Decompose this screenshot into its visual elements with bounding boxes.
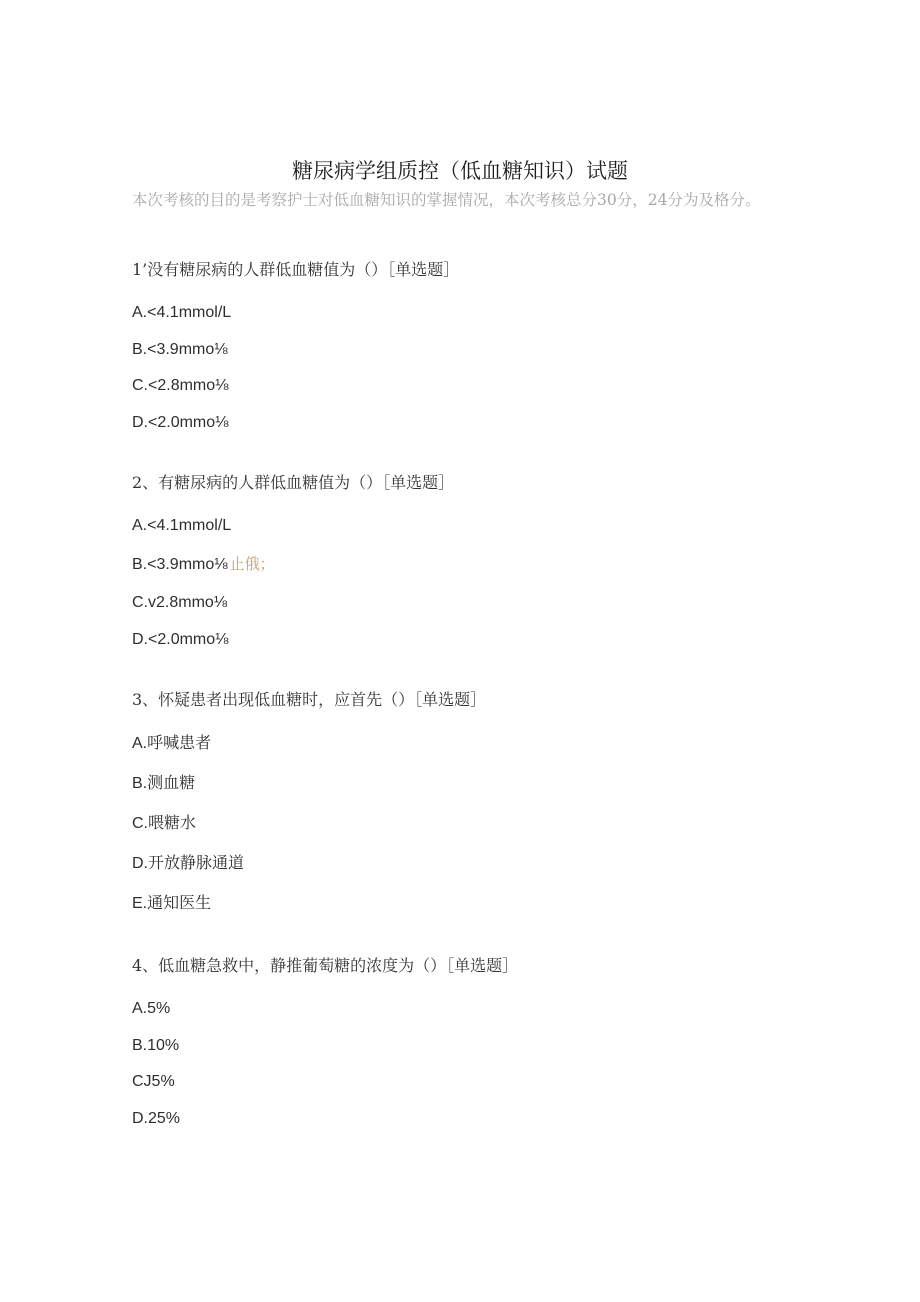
- question-2-option-a[interactable]: A.<4.1mmol/L: [132, 517, 232, 534]
- question-2-text: 2、有糖尿病的人群低血糖值为（）［单选题］: [132, 473, 455, 492]
- question-1-option-a[interactable]: A.<4.1mmol/L: [132, 304, 232, 321]
- question-2-option-b[interactable]: [132, 552, 792, 577]
- question-3-option-a[interactable]: A.呼喊患者: [132, 735, 212, 752]
- question-1-option-d[interactable]: D.<2.0mmo⅛: [132, 414, 229, 431]
- question-2-option-b-label: B.<3.9mmo⅛: [132, 556, 228, 573]
- question-2-option-d[interactable]: D.<2.0mmo⅛: [132, 631, 229, 648]
- question-1-option-c[interactable]: C.<2.8mmo⅛: [132, 377, 229, 394]
- question-4-option-c[interactable]: CJ5%: [132, 1073, 175, 1090]
- question-3-option-c[interactable]: C.喂糖水: [132, 815, 197, 832]
- question-4-option-a[interactable]: A.5%: [132, 1000, 171, 1017]
- question-3-option-e[interactable]: E.通知医生: [132, 895, 212, 912]
- question-3-text: 3、怀疑患者出现低血糖时，应首先（）［单选题］: [132, 690, 487, 709]
- document-title: 糖尿病学组质控（低血糖知识）试题: [292, 159, 628, 183]
- document-intro: 本次考核的目的是考察护士对低血糖知识的掌握情况，本次考核总分30分，24分为及格分。: [132, 191, 761, 209]
- question-4-option-d[interactable]: D.25%: [132, 1110, 181, 1127]
- question-1-option-b[interactable]: B.<3.9mmo⅛: [132, 341, 228, 358]
- question-3-option-b[interactable]: B.测血糖: [132, 775, 196, 792]
- question-4-text: 4、低血糖急救中，静推葡萄糖的浓度为（）［单选题］: [132, 956, 519, 975]
- question-2-option-b-note: 止俄；: [229, 555, 275, 573]
- question-3-option-d[interactable]: D.开放静脉通道: [132, 855, 245, 872]
- question-1-text: 1’没有糖尿病的人群低血糖值为（）［单选题］: [132, 260, 460, 279]
- question-2-option-c[interactable]: C.v2.8mmo⅛: [132, 594, 228, 611]
- question-4-option-b[interactable]: B.10%: [132, 1037, 180, 1054]
